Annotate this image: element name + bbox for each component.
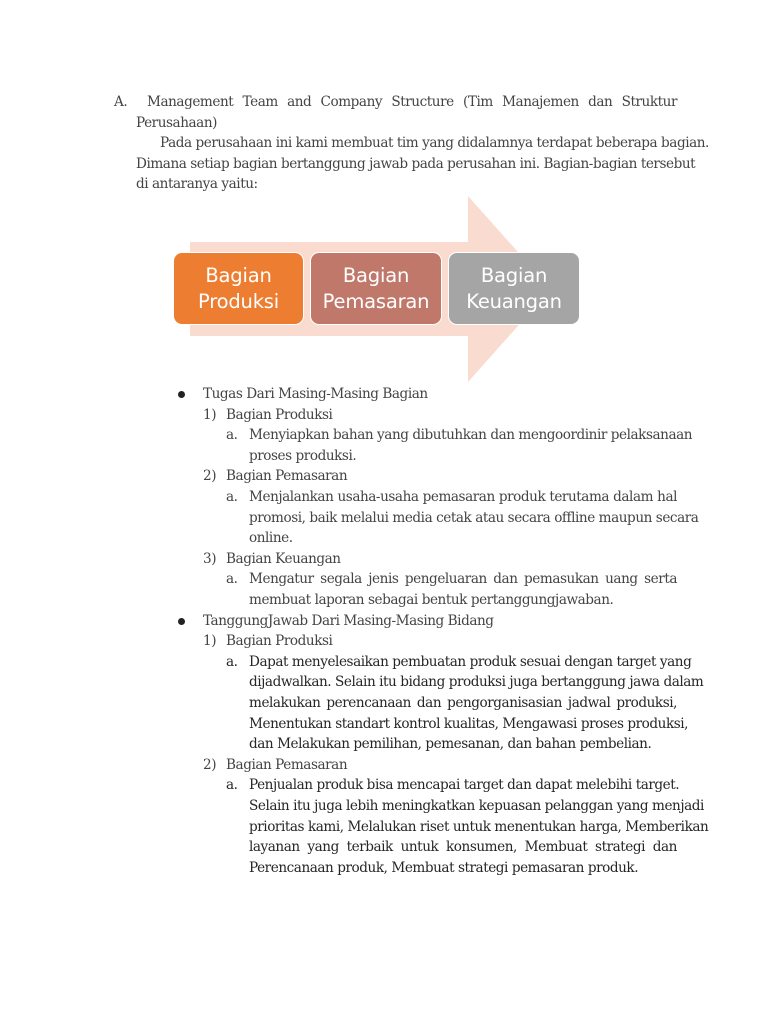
section-marker: A. xyxy=(114,94,128,110)
item-label: Bagian Produksi xyxy=(226,633,333,650)
sub-marker: a. xyxy=(226,653,238,670)
sub-marker: a. xyxy=(226,427,238,444)
intro-line: Dimana setiap bagian bertanggung jawab pada perusahan ini. Bagian-bagian tersebut xyxy=(136,155,696,172)
item-number: 2) xyxy=(203,468,217,485)
bullet-dot xyxy=(178,391,185,398)
list-item-line: membuat laporan sebagai bentuk pertanggungjawaban. xyxy=(249,592,614,608)
box-label: Bagian Pemasaran xyxy=(322,263,430,313)
list-item-line: proses produksi. xyxy=(249,447,357,464)
sub-marker: a. xyxy=(226,489,238,505)
item-label: Bagian Pemasaran xyxy=(226,756,348,773)
list-item-line: Selain itu juga lebih meningkatkan kepuasan pelanggan yang menjadi xyxy=(249,798,704,814)
list-item-line: Perencanaan produk, Membuat strategi pemasaran produk. xyxy=(249,859,639,876)
list-item-line: Mengatur segala jenis pengeluaran dan pemasukan uang serta xyxy=(249,571,677,588)
list-item-line: prioritas kami, Melalukan riset untuk menentukan harga, Memberikan xyxy=(249,818,709,835)
list-item-line: Penjualan produk bisa mencapai target dan dapat melebihi target. xyxy=(249,777,680,794)
list-item-line: dijadwalkan. Selain itu bidang produksi juga bertanggung jawa dalam xyxy=(249,674,704,691)
box-label: Bagian Produksi xyxy=(198,263,279,313)
item-label: Bagian Pemasaran xyxy=(226,468,348,485)
list-item-line: layanan yang terbaik untuk konsumen, Membuat strategi dan xyxy=(249,839,677,856)
list-item-line: dan Melakukan pemilihan, pemesanan, dan bahan pembelian. xyxy=(249,736,652,753)
list-item-line: Menentukan standart kontrol kualitas, Mengawasi proses produksi, xyxy=(249,715,689,732)
item-label: Bagian Keuangan xyxy=(226,550,341,567)
list-item-line: melakukan perencanaan dan pengorganisasian jadwal produksi, xyxy=(249,695,677,711)
section-title-line-1: Management Team and Company Structure (Tim Manajemen dan Struktur xyxy=(147,94,677,110)
item-label: Bagian Produksi xyxy=(226,406,333,423)
item-number: 1) xyxy=(203,406,217,423)
list-title-tanggung-jawab: TanggungJawab Dari Masing-Masing Bidang xyxy=(203,612,494,629)
list-item-line: Dapat menyelesaikan pembuatan produk sesuai dengan target yang xyxy=(249,653,692,670)
section-title-line-2: Perusahaan) xyxy=(136,114,217,131)
item-number: 3) xyxy=(203,550,217,567)
list-item-line: promosi, baik melalui media cetak atau secara offline maupun secara xyxy=(249,509,699,526)
item-number: 1) xyxy=(203,633,217,650)
sub-marker: a. xyxy=(226,571,238,588)
sub-marker: a. xyxy=(226,777,238,794)
box-label: Bagian Keuangan xyxy=(466,263,562,313)
intro-line: di antaranya yaitu: xyxy=(136,176,258,193)
list-title-tugas: Tugas Dari Masing-Masing Bagian xyxy=(203,386,428,402)
intro-line: Pada perusahaan ini kami membuat tim yang didalamnya terdapat beberapa bagian. xyxy=(160,135,709,151)
bullet-dot xyxy=(178,618,185,625)
list-item-line: online. xyxy=(249,530,293,547)
item-number: 2) xyxy=(203,756,217,773)
list-item-line: Menyiapkan bahan yang dibutuhkan dan mengoordinir pelaksanaan xyxy=(249,427,693,444)
list-item-line: Menjalankan usaha-usaha pemasaran produk terutama dalam hal xyxy=(249,489,677,505)
